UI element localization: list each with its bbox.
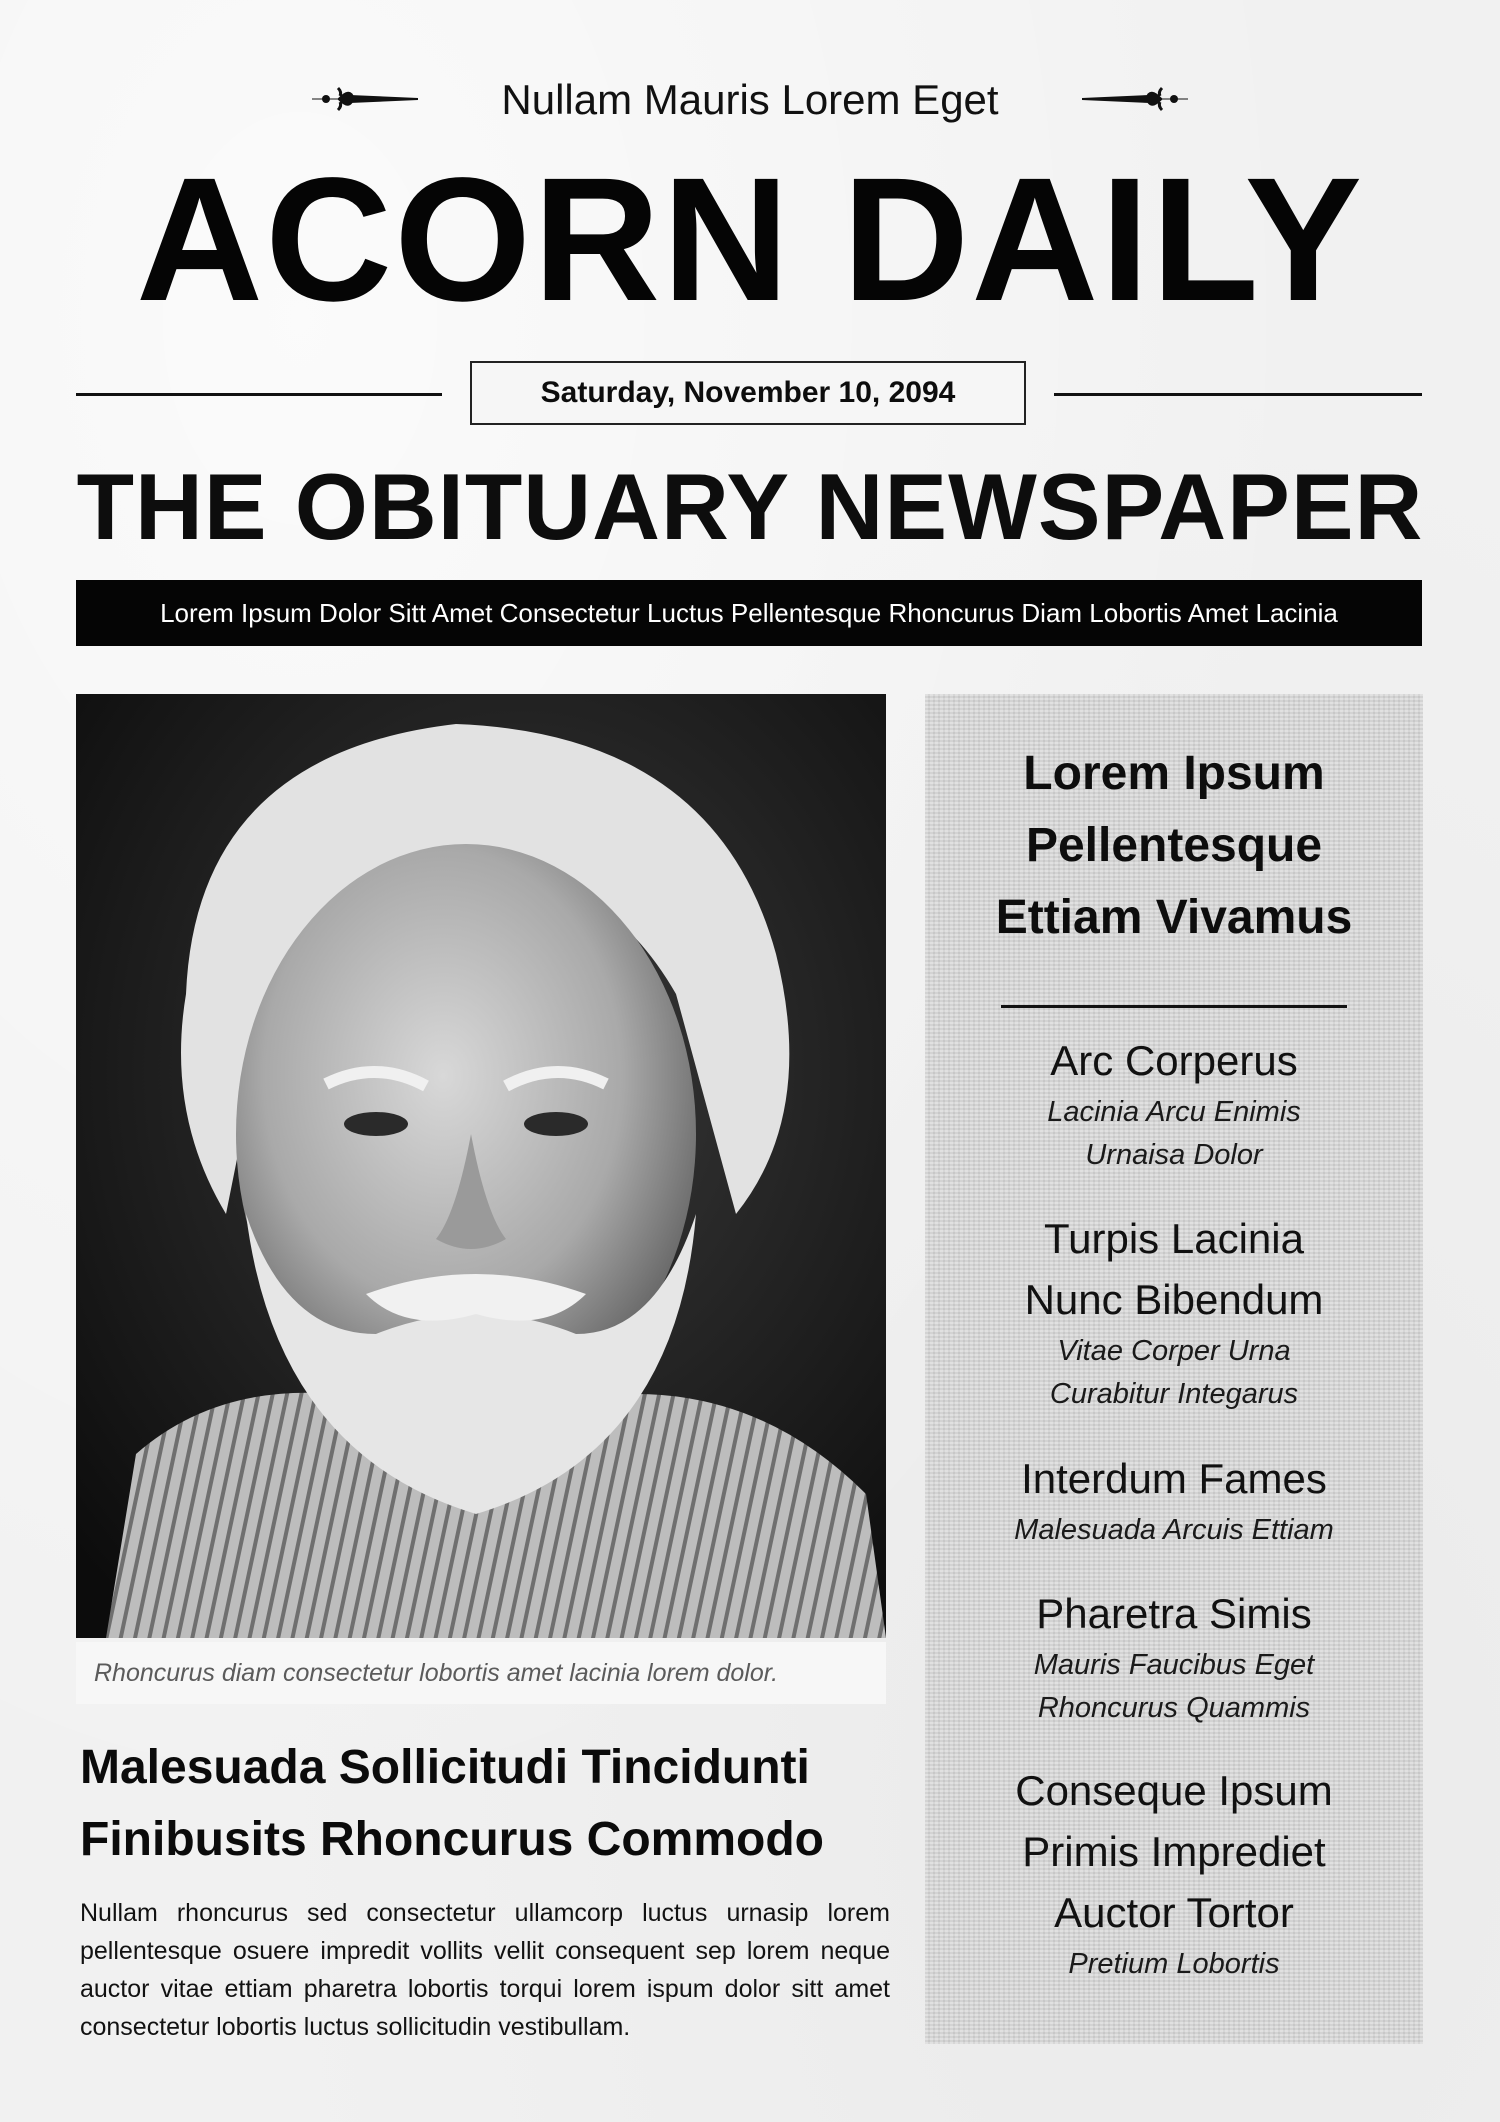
headline-line: Malesuada Sollicitudi Tincidunti: [80, 1741, 810, 1794]
date-rule-right: [1054, 393, 1422, 396]
portrait-photo: [76, 694, 886, 1638]
sidebar-rule: [1001, 1005, 1347, 1008]
entry-subtitle: Urnaisa Dolor: [1085, 1139, 1263, 1171]
date-rule-left: [76, 393, 442, 396]
flourish-right-icon: [1080, 78, 1190, 120]
headline-line: Finibusits Rhoncurus Commodo: [80, 1813, 824, 1866]
entry-name: Turpis Lacinia: [1044, 1215, 1304, 1262]
entry-subtitle: Curabitur Integarus: [1049, 1378, 1299, 1410]
sidebar-entry: [925, 1448, 1423, 1552]
sidebar-title-line: Ettiam Vivamus: [995, 891, 1353, 944]
sidebar-title-line: Lorem Ipsum: [1023, 747, 1325, 800]
entry-subtitle: Rhoncurus Quammis: [1037, 1692, 1311, 1724]
entry-name: Pharetra Simis: [1036, 1590, 1312, 1637]
sidebar-entry: [925, 1208, 1423, 1416]
flourish-left-icon: [310, 78, 420, 120]
article-headline: [80, 1732, 900, 1876]
sidebar-title-line: Pellentesque: [1025, 819, 1323, 872]
subtitle-strip: Lorem Ipsum Dolor Sitt Amet Consectetur Luctus Pellentesque Rhoncurus Diam Lobortis Amet Lacinia: [76, 580, 1422, 646]
sidebar-entry: [925, 1583, 1423, 1730]
photo-caption: Rhoncurus diam consectetur lobortis amet lacinia lorem dolor.: [76, 1642, 886, 1704]
sidebar-entry: [925, 1760, 1423, 1986]
section-title: THE OBITUARY NEWSPAPER: [76, 454, 1424, 559]
masthead-title: ACORN DAILY: [135, 142, 1365, 338]
entry-name: Interdum Fames: [1021, 1455, 1327, 1502]
entry-subtitle: Vitae Corper Urna: [1057, 1335, 1291, 1367]
entry-name: Nunc Bibendum: [1024, 1276, 1324, 1323]
entry-name: Primis Imprediet: [1022, 1828, 1326, 1875]
article-body: Nullam rhoncurus sed consectetur ullamcorp luctus urnasip lorem pellentesque osuere impredit vollits vellit consequent sep lorem neque auctor vitae ettiam pharetra lobortis torqui lorem ispum dolor sitt amet consectetur lobortis luctus sollicitudin vestibullam.: [80, 1899, 890, 2041]
date-box: Saturday, November 10, 2094: [470, 361, 1026, 425]
entry-name: Auctor Tortor: [1054, 1889, 1294, 1936]
entry-subtitle: Mauris Faucibus Eget: [1033, 1649, 1315, 1681]
sidebar-entry: [925, 1030, 1423, 1177]
entry-subtitle: Pretium Lobortis: [1068, 1948, 1280, 1980]
entry-subtitle: Lacinia Arcu Enimis: [1047, 1096, 1301, 1128]
tagline: Nullam Mauris Lorem Eget: [501, 76, 999, 123]
entry-name: Arc Corperus: [1050, 1037, 1298, 1084]
entry-subtitle: Malesuada Arcuis Ettiam: [1014, 1514, 1334, 1546]
entry-name: Conseque Ipsum: [1015, 1767, 1333, 1814]
sidebar-title: [925, 738, 1423, 954]
